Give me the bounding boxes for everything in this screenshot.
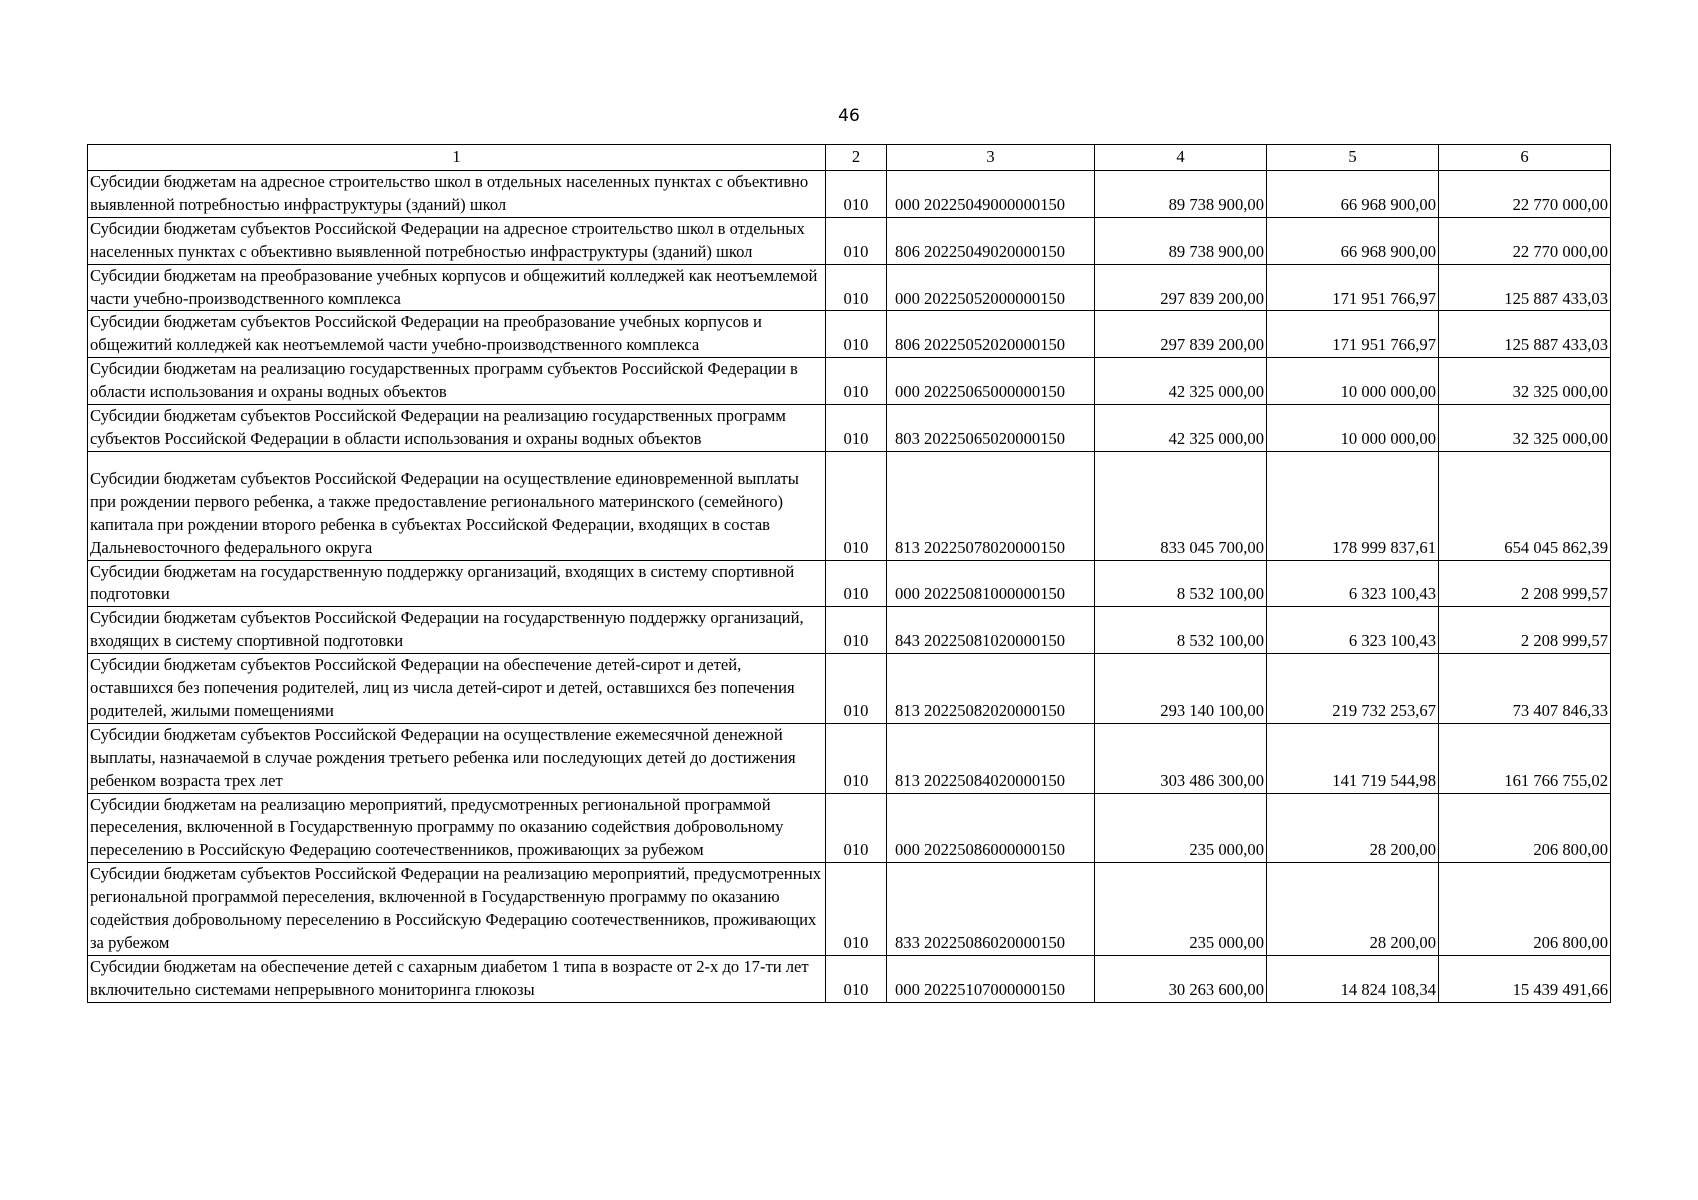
- row-value-col-6: 161 766 755,02: [1439, 723, 1611, 793]
- row-value-col-5: 219 732 253,67: [1267, 654, 1439, 724]
- row-budget-code: 803 20225065020000150: [887, 405, 1095, 452]
- row-admin-code: 010: [826, 217, 887, 264]
- row-budget-code: 000 20225052000000150: [887, 264, 1095, 311]
- row-value-col-5: 10 000 000,00: [1267, 358, 1439, 405]
- row-value-col-4: 89 738 900,00: [1095, 171, 1267, 218]
- row-value-col-6: 2 208 999,57: [1439, 560, 1611, 607]
- row-value-col-6: 125 887 433,03: [1439, 311, 1611, 358]
- row-admin-code: 010: [826, 654, 887, 724]
- row-name: Субсидии бюджетам субъектов Российской Федерации на государственную поддержку организаций, входящих в систему спортивной подготовки: [88, 607, 826, 654]
- row-value-col-4: 297 839 200,00: [1095, 264, 1267, 311]
- table-row: [88, 654, 1611, 724]
- row-name: Субсидии бюджетам на реализацию государственных программ субъектов Российской Федерации в области использования и охраны водных объектов: [88, 358, 826, 405]
- row-budget-code: 000 20225065000000150: [887, 358, 1095, 405]
- row-value-col-6: 32 325 000,00: [1439, 405, 1611, 452]
- row-budget-code: 843 20225081020000150: [887, 607, 1095, 654]
- row-admin-code: 010: [826, 560, 887, 607]
- row-name: Субсидии бюджетам субъектов Российской Федерации на реализацию мероприятий, предусмотренных региональной программой переселения, включенной в Государственную программу по оказанию содействия добровольному переселению в Российскую Федерацию соотечественников, проживающих за рубежом: [88, 863, 826, 956]
- row-value-col-6: 32 325 000,00: [1439, 358, 1611, 405]
- row-admin-code: 010: [826, 723, 887, 793]
- row-value-col-5: 141 719 544,98: [1267, 723, 1439, 793]
- row-value-col-4: 297 839 200,00: [1095, 311, 1267, 358]
- row-value-col-5: 171 951 766,97: [1267, 264, 1439, 311]
- row-name: Субсидии бюджетам на обеспечение детей с сахарным диабетом 1 типа в возрасте от 2-х до 17-ти лет включительно системами непрерывного мониторинга глюкозы: [88, 955, 826, 1002]
- row-name: Субсидии бюджетам на государственную поддержку организаций, входящих в систему спортивной подготовки: [88, 560, 826, 607]
- row-admin-code: 010: [826, 863, 887, 956]
- table-row: [88, 793, 1611, 863]
- row-value-col-5: 6 323 100,43: [1267, 607, 1439, 654]
- row-name: Субсидии бюджетам субъектов Российской Федерации на обеспечение детей-сирот и детей, оставшихся без попечения родителей, лиц из числа детей-сирот и детей, оставшихся без попечения родителей, жилыми помещениями: [88, 654, 826, 724]
- header-col-1: 1: [88, 145, 826, 171]
- budget-table: [87, 144, 1611, 1003]
- row-value-col-4: 89 738 900,00: [1095, 217, 1267, 264]
- row-value-col-4: 833 045 700,00: [1095, 451, 1267, 560]
- row-name: Субсидии бюджетам на адресное строительство школ в отдельных населенных пунктах с объективно выявленной потребностью инфраструктуры (зданий) школ: [88, 171, 826, 218]
- row-name: Субсидии бюджетам субъектов Российской Федерации на осуществление ежемесячной денежной выплаты, назначаемой в случае рождения третьего ребенка или последующих детей до достижения ребенком возраста трех лет: [88, 723, 826, 793]
- row-budget-code: 833 20225086020000150: [887, 863, 1095, 956]
- page-number: 46: [838, 106, 860, 126]
- row-admin-code: 010: [826, 451, 887, 560]
- row-admin-code: 010: [826, 358, 887, 405]
- table-row: [88, 560, 1611, 607]
- table-row: [88, 311, 1611, 358]
- row-admin-code: 010: [826, 405, 887, 452]
- row-value-col-5: 6 323 100,43: [1267, 560, 1439, 607]
- row-value-col-6: 22 770 000,00: [1439, 217, 1611, 264]
- row-value-col-6: 15 439 491,66: [1439, 955, 1611, 1002]
- row-admin-code: 010: [826, 793, 887, 863]
- table-row: [88, 217, 1611, 264]
- table-row: [88, 451, 1611, 560]
- row-budget-code: 000 20225081000000150: [887, 560, 1095, 607]
- row-value-col-6: 125 887 433,03: [1439, 264, 1611, 311]
- row-name: Субсидии бюджетам субъектов Российской Федерации на реализацию государственных программ субъектов Российской Федерации в области использования и охраны водных объектов: [88, 405, 826, 452]
- row-budget-code: 813 20225084020000150: [887, 723, 1095, 793]
- row-admin-code: 010: [826, 955, 887, 1002]
- row-budget-code: 813 20225082020000150: [887, 654, 1095, 724]
- row-budget-code: 000 20225086000000150: [887, 793, 1095, 863]
- row-budget-code: 806 20225052020000150: [887, 311, 1095, 358]
- row-value-col-6: 2 208 999,57: [1439, 607, 1611, 654]
- table-row: [88, 955, 1611, 1002]
- row-value-col-4: 293 140 100,00: [1095, 654, 1267, 724]
- table-row: [88, 863, 1611, 956]
- row-value-col-6: 73 407 846,33: [1439, 654, 1611, 724]
- row-value-col-4: 42 325 000,00: [1095, 358, 1267, 405]
- table-row: [88, 171, 1611, 218]
- row-name: Субсидии бюджетам субъектов Российской Федерации на преобразование учебных корпусов и общежитий колледжей как неотъемлемой части учебно-производственного комплекса: [88, 311, 826, 358]
- table-header-row: [88, 145, 1611, 171]
- row-admin-code: 010: [826, 171, 887, 218]
- row-value-col-4: 303 486 300,00: [1095, 723, 1267, 793]
- table-row: [88, 358, 1611, 405]
- row-name: Субсидии бюджетам на реализацию мероприятий, предусмотренных региональной программой переселения, включенной в Государственную программу по оказанию содействия добровольному переселению в Российскую Федерацию соотечественников, проживающих за рубежом: [88, 793, 826, 863]
- row-value-col-5: 14 824 108,34: [1267, 955, 1439, 1002]
- row-name: Субсидии бюджетам субъектов Российской Федерации на осуществление единовременной выплаты при рождении первого ребенка, а также предоставление регионального материнского (семейного) капитала при рождении второго ребенка в субъектах Российской Федерации, входящих в состав Дальневосточного федерального округа: [88, 451, 826, 560]
- row-value-col-4: 8 532 100,00: [1095, 607, 1267, 654]
- table-row: [88, 405, 1611, 452]
- row-value-col-5: 28 200,00: [1267, 793, 1439, 863]
- row-value-col-5: 66 968 900,00: [1267, 217, 1439, 264]
- row-value-col-4: 42 325 000,00: [1095, 405, 1267, 452]
- row-value-col-4: 235 000,00: [1095, 793, 1267, 863]
- row-admin-code: 010: [826, 264, 887, 311]
- table-row: [88, 264, 1611, 311]
- row-budget-code: 000 20225107000000150: [887, 955, 1095, 1002]
- row-value-col-5: 10 000 000,00: [1267, 405, 1439, 452]
- row-name: Субсидии бюджетам на преобразование учебных корпусов и общежитий колледжей как неотъемлемой части учебно-производственного комплекса: [88, 264, 826, 311]
- row-value-col-6: 206 800,00: [1439, 863, 1611, 956]
- row-admin-code: 010: [826, 607, 887, 654]
- row-value-col-4: 235 000,00: [1095, 863, 1267, 956]
- table-row: [88, 723, 1611, 793]
- row-value-col-4: 30 263 600,00: [1095, 955, 1267, 1002]
- row-budget-code: 813 20225078020000150: [887, 451, 1095, 560]
- header-col-3: 3: [887, 145, 1095, 171]
- row-value-col-6: 654 045 862,39: [1439, 451, 1611, 560]
- row-budget-code: 806 20225049020000150: [887, 217, 1095, 264]
- header-col-6: 6: [1439, 145, 1611, 171]
- header-col-5: 5: [1267, 145, 1439, 171]
- header-col-4: 4: [1095, 145, 1267, 171]
- row-value-col-4: 8 532 100,00: [1095, 560, 1267, 607]
- row-value-col-5: 171 951 766,97: [1267, 311, 1439, 358]
- row-value-col-6: 206 800,00: [1439, 793, 1611, 863]
- row-value-col-6: 22 770 000,00: [1439, 171, 1611, 218]
- row-admin-code: 010: [826, 311, 887, 358]
- row-budget-code: 000 20225049000000150: [887, 171, 1095, 218]
- header-col-2: 2: [826, 145, 887, 171]
- row-value-col-5: 66 968 900,00: [1267, 171, 1439, 218]
- table-row: [88, 607, 1611, 654]
- row-name: Субсидии бюджетам субъектов Российской Федерации на адресное строительство школ в отдельных населенных пунктах с объективно выявленной потребностью инфраструктуры (зданий) школ: [88, 217, 826, 264]
- row-value-col-5: 178 999 837,61: [1267, 451, 1439, 560]
- row-value-col-5: 28 200,00: [1267, 863, 1439, 956]
